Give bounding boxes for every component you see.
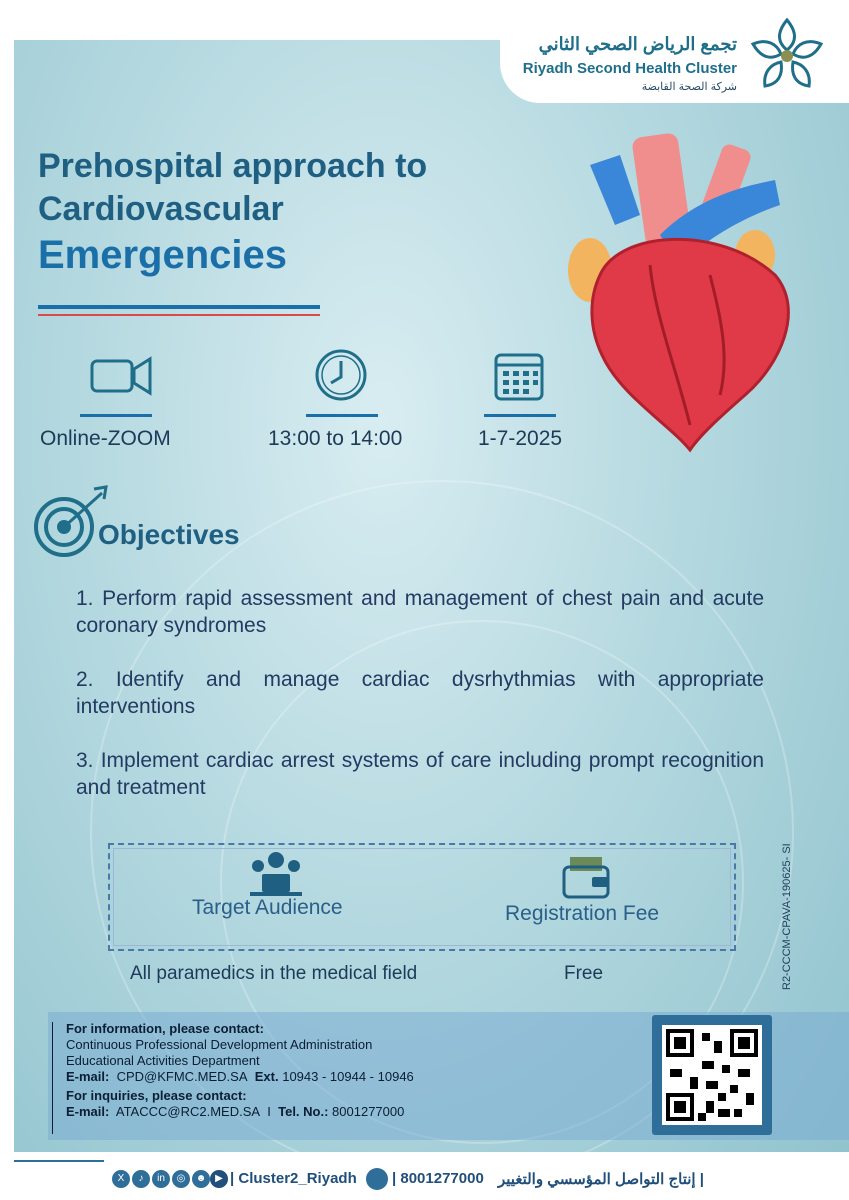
- objectives-list: [76, 585, 764, 828]
- event-title: [38, 145, 427, 280]
- wallet-icon: [556, 853, 616, 901]
- email-link[interactable]: CPD@KFMC.MED.SA: [116, 1069, 248, 1084]
- footer-tagline-arabic: | إنتاج التواصل المؤسسي والتغيير: [498, 1171, 704, 1188]
- contact-info: [66, 1021, 414, 1120]
- registration-fee-value: Free: [564, 963, 604, 984]
- objective-item: 2. Identify and manage cardiac dysrhythmias with appropriate interventions: [76, 668, 764, 718]
- title-line-3: Emergencies: [38, 233, 288, 277]
- registration-fee-label: Registration Fee: [505, 902, 660, 925]
- platform-text: Online-ZOOM: [40, 427, 171, 450]
- tel-number[interactable]: 8001277000: [332, 1104, 405, 1119]
- org-name-arabic: تجمع الرياض الصحي الثاني: [538, 34, 737, 54]
- title-underline: [38, 305, 320, 309]
- instagram-icon[interactable]: ◎: [172, 1170, 190, 1188]
- target-audience-label: Target Audience: [192, 896, 343, 919]
- email-row: [66, 1069, 414, 1085]
- email-label: E-mail:: [66, 1069, 110, 1084]
- org-name-english: Riyadh Second Health Cluster: [522, 60, 737, 77]
- time-underline: [306, 414, 378, 417]
- department-name: Educational Activities Department: [66, 1053, 260, 1068]
- title-line-1: Prehospital approach to: [38, 147, 428, 185]
- snapchat-icon[interactable]: ☻: [192, 1170, 210, 1188]
- document-code: R2-CCCM-CPAVA-190625- SI: [781, 843, 793, 990]
- tel-label: Tel. No.:: [278, 1104, 329, 1119]
- ext-numbers: 10943 - 10944 - 10946: [282, 1069, 414, 1084]
- youtube-icon[interactable]: ▶: [210, 1170, 228, 1188]
- email2-label: E-mail:: [66, 1104, 110, 1119]
- platform-underline: [80, 414, 152, 417]
- x-icon[interactable]: X: [112, 1170, 130, 1188]
- clock-icon: [306, 345, 376, 405]
- audience-icon: [246, 850, 306, 898]
- social-handle[interactable]: | Cluster2_Riyadh: [230, 1170, 357, 1187]
- date-underline: [484, 414, 556, 417]
- title-underline-accent: [38, 314, 320, 316]
- cluster-logo-icon: [747, 14, 827, 94]
- objective-item: 3. Implement cardiac arrest systems of care including prompt recognition and treatment: [76, 749, 764, 799]
- footer-phone[interactable]: | 8001277000: [392, 1170, 484, 1187]
- footer-accent-line: [14, 1160, 104, 1162]
- time-text: 13:00 to 14:00: [268, 427, 403, 450]
- heart-illustration-icon: [560, 125, 800, 455]
- qr-code-icon: [662, 1025, 762, 1125]
- email2-link[interactable]: ATACCC@RC2.MED.SA: [115, 1104, 261, 1119]
- left-frame: [0, 0, 14, 1200]
- date-text: 1-7-2025: [478, 427, 563, 450]
- video-camera-icon: [86, 345, 156, 405]
- title-line-2: Cardiovascular: [38, 189, 284, 228]
- qr-code-frame[interactable]: [652, 1015, 772, 1135]
- org-subtitle-arabic: شركة الصحة القابضة: [641, 81, 737, 93]
- info-heading: For information, please contact:: [66, 1021, 264, 1036]
- inquiries-heading: For inquiries, please contact:: [66, 1088, 247, 1103]
- tiktok-icon[interactable]: ♪: [132, 1170, 150, 1188]
- ext-label: Ext.: [254, 1069, 279, 1084]
- objectives-heading: Objectives: [98, 519, 240, 550]
- linkedin-icon[interactable]: in: [152, 1170, 170, 1188]
- admin-name: Continuous Professional Development Administration: [66, 1037, 373, 1052]
- contact-divider: [52, 1022, 53, 1134]
- objective-item: 1. Perform rapid assessment and management of chest pain and acute coronary syndromes: [76, 587, 764, 637]
- email2-row: E-mail: ATACCC@RC2.MED.SA I Tel. No.: 8001277000: [66, 1104, 405, 1119]
- phone-icon: [366, 1168, 388, 1190]
- calendar-icon: [484, 345, 554, 405]
- target-audience-value: All paramedics in the medical field: [130, 963, 418, 984]
